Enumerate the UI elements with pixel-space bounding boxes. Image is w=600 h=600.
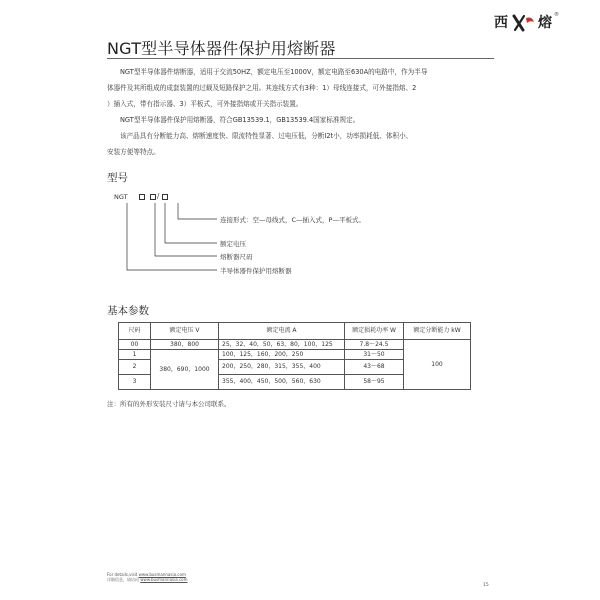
model-code-prefix: NGT	[114, 193, 128, 201]
params-table	[118, 322, 471, 390]
params-heading: 基本参数	[107, 305, 149, 317]
cell-loss: 31～50	[345, 350, 404, 360]
cell-current: 100，125，160，200，250	[219, 350, 345, 360]
footer-link-en[interactable]: www.busmannasia.com	[138, 572, 186, 577]
label-rated-voltage: 额定电压	[220, 240, 246, 248]
logo-char-left: 西	[494, 15, 508, 31]
cell-size: 00	[119, 340, 151, 350]
cell-current: 355，400，450，500，560，630	[219, 375, 345, 390]
cell-voltage: 380，800	[151, 340, 219, 350]
logo-char-right: 熔	[538, 15, 552, 31]
leader-connection	[178, 203, 217, 219]
logo-registered-mark: ®	[554, 12, 559, 18]
cell-breaking: 100	[404, 340, 471, 390]
cell-loss: 43～68	[345, 360, 404, 375]
model-slash: /	[157, 192, 160, 200]
cell-size: 1	[119, 350, 151, 360]
footer-line-zh	[107, 577, 188, 582]
cell-loss: 7.8～24.5	[345, 340, 404, 350]
table-row	[119, 340, 471, 350]
model-code-diagram	[107, 193, 507, 283]
col-voltage: 额定电压 V	[151, 323, 219, 340]
leader-type	[127, 203, 217, 270]
intro-line: NGT型半导体器件熔断器，适用于交流50HZ，额定电压至1000V，额定电路至630A的电路中，作为半导	[120, 68, 428, 76]
col-breaking: 额定分断能力 kW	[404, 323, 471, 340]
brand-logo	[494, 14, 558, 32]
intro-line: 体器件及其所组成的成套装置的过载及短路保护之用。其连线方式有3种：1）母线连接式，可外接指熔、2	[107, 84, 417, 92]
footer-prefix-en: For details,visit	[107, 572, 139, 577]
features-paragraph	[107, 128, 499, 160]
standard-paragraph	[107, 112, 499, 128]
label-fuse-size: 熔断器尺码	[220, 253, 253, 261]
features-line: 安装方便等特点。	[107, 148, 160, 156]
page-number: 15	[483, 583, 489, 588]
footer-prefix-zh: 详细信息，请访问	[107, 577, 141, 582]
table-header-row	[119, 323, 471, 340]
model-heading: 型号	[107, 172, 128, 184]
logo-x-mark-icon	[512, 14, 536, 32]
standard-line: NGT型半导体器件保护用熔断器，符合GB13539.1，GB13539.4国家标准规定。	[120, 116, 360, 124]
cell-loss: 58～95	[345, 375, 404, 390]
model-leader-lines	[107, 193, 227, 283]
intro-paragraph	[107, 64, 499, 112]
footer-link-zh[interactable]: www.busmannasia.com	[140, 577, 188, 582]
cell-voltage-merged: 380，690，1000	[151, 350, 219, 390]
cell-size: 2	[119, 360, 151, 375]
intro-line: ）插入式，带有指示器、3）平板式，可外接指熔或开关指示装置。	[107, 100, 303, 108]
col-size: 尺码	[119, 323, 151, 340]
label-fuse-type: 半导体器件保护用熔断器	[220, 267, 292, 275]
page-footer	[107, 572, 188, 582]
cell-size: 3	[119, 375, 151, 390]
features-line: 该产品具有分断能力高、熔断速度快、限流特性显著、过电压低，分断I2t小，功率损耗低、体积小、	[120, 132, 413, 140]
label-connection-form: 连接形式：空—母线式，C—插入式，P—平板式。	[220, 216, 365, 224]
leader-size	[155, 203, 217, 256]
footnote: 注：所有的外形安装尺寸请与本公司联系。	[107, 400, 231, 408]
page-title: NGT型半导体器件保护用熔断器	[107, 39, 336, 58]
leader-voltage	[165, 203, 217, 243]
title-divider	[107, 58, 494, 59]
col-current: 额定电流 A	[219, 323, 345, 340]
cell-current: 25，32，40，50，63，80，100，125	[219, 340, 345, 350]
cell-current: 200，250，280，315，355，400	[219, 360, 345, 375]
col-loss: 额定损耗功率 W	[345, 323, 404, 340]
